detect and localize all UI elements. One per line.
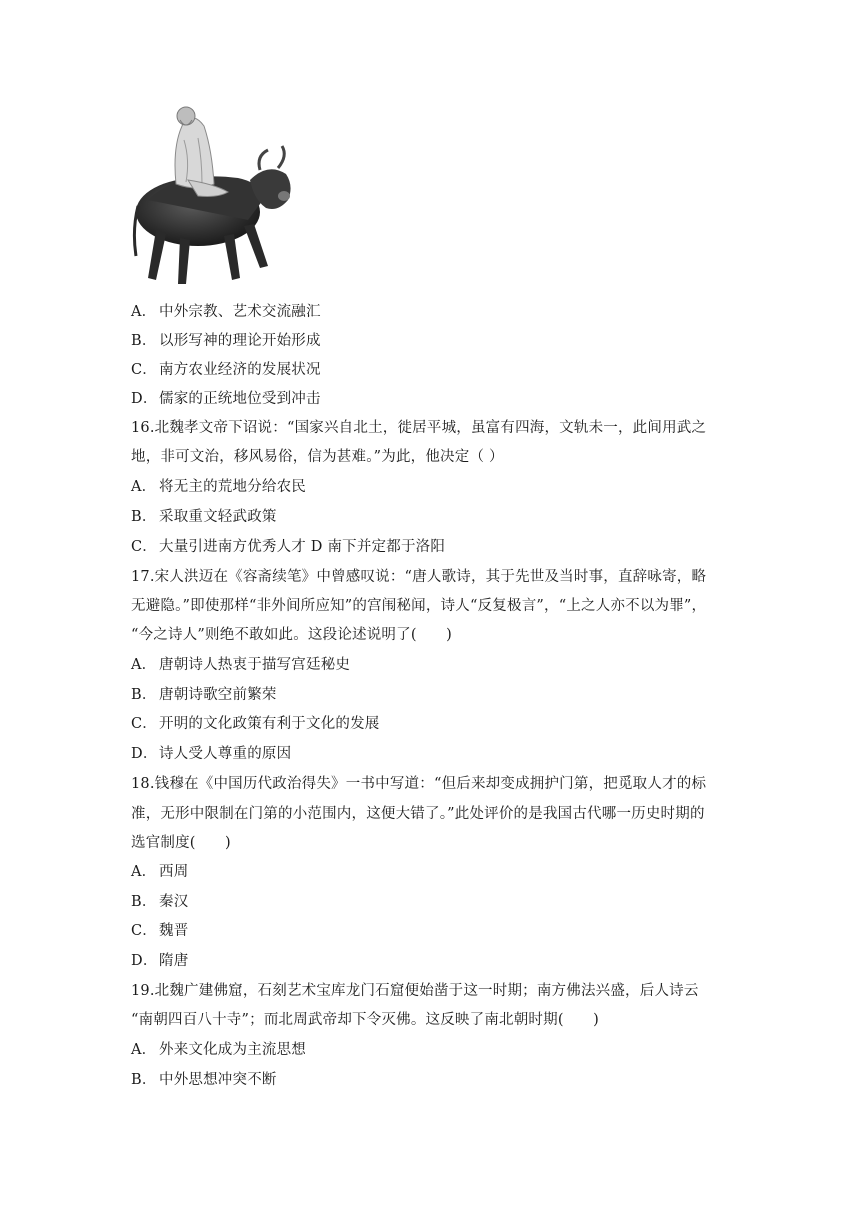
q18-stem-line-2: 准，无形中限制在门第的小范围内，这便大错了。”此处评价的是我国古代哪一历史时期的	[131, 806, 705, 822]
q16-option-c: C． 大量引进南方优秀人才 D 南下并定都于洛阳	[131, 539, 446, 555]
q18-option-c: C． 魏晋	[131, 923, 189, 939]
q19-stem-line-1: 19.北魏广建佛窟，石刻艺术宝库龙门石窟便始凿于这一时期；南方佛法兴盛，后人诗云	[131, 983, 699, 999]
q17-stem-line-3: “今之诗人”则绝不敢如此。这段论述说明了( )	[131, 627, 452, 643]
q17-stem-line-1: 17.宋人洪迈在《容斋续笔》中曾感叹说：“唐人歌诗，其于先世及当时事，直辞咏寄，略	[131, 569, 707, 585]
q18-stem-line-1: 18.钱穆在《中国历代政治得失》一书中写道：“但后来却变成拥护门第，把觅取人才的标	[131, 776, 707, 792]
sage-riding-ox-illustration	[128, 100, 296, 292]
q18-option-a: A． 西周	[131, 864, 189, 880]
q16-option-a: A． 将无主的荒地分给农民	[131, 479, 306, 495]
q19-stem-line-2: “南朝四百八十寺”；而北周武帝却下令灭佛。这反映了南北朝时期( )	[131, 1012, 599, 1028]
q19-option-a: A． 外来文化成为主流思想	[131, 1042, 306, 1058]
q16-option-b: B． 采取重文轻武政策	[131, 509, 277, 525]
q17-option-a: A． 唐朝诗人热衷于描写宫廷秘史	[131, 657, 351, 673]
q15-option-d: D．儒家的正统地位受到冲击	[131, 391, 321, 407]
q15-option-c: C． 南方农业经济的发展状况	[131, 362, 321, 378]
q18-option-d: D．隋唐	[131, 953, 189, 969]
q18-option-b: B． 秦汉	[131, 894, 189, 910]
q16-stem-line-2: 地，非可文治，移风易俗，信为甚难。”为此，他决定（ ）	[131, 449, 504, 465]
q17-option-c: C． 开明的文化政策有利于文化的发展	[131, 716, 380, 732]
q19-option-b: B． 中外思想冲突不断	[131, 1072, 277, 1088]
q17-option-b: B． 唐朝诗歌空前繁荣	[131, 687, 277, 703]
q15-option-a: A． 中外宗教、艺术交流融汇	[131, 304, 321, 320]
q17-stem-line-2: 无避隐。”即使那样“非外间所应知”的宫闱秘闻，诗人“反复极言”，“上之人亦不以为罪”，	[131, 598, 707, 614]
q18-stem-line-3: 选官制度( )	[131, 835, 231, 851]
q16-stem-line-1: 16.北魏孝文帝下诏说：“国家兴自北土，徙居平城，虽富有四海，文轨未一，此间用武之	[131, 420, 707, 436]
q17-option-d: D．诗人受人尊重的原因	[131, 746, 292, 762]
q15-option-b: B． 以形写神的理论开始形成	[131, 333, 321, 349]
